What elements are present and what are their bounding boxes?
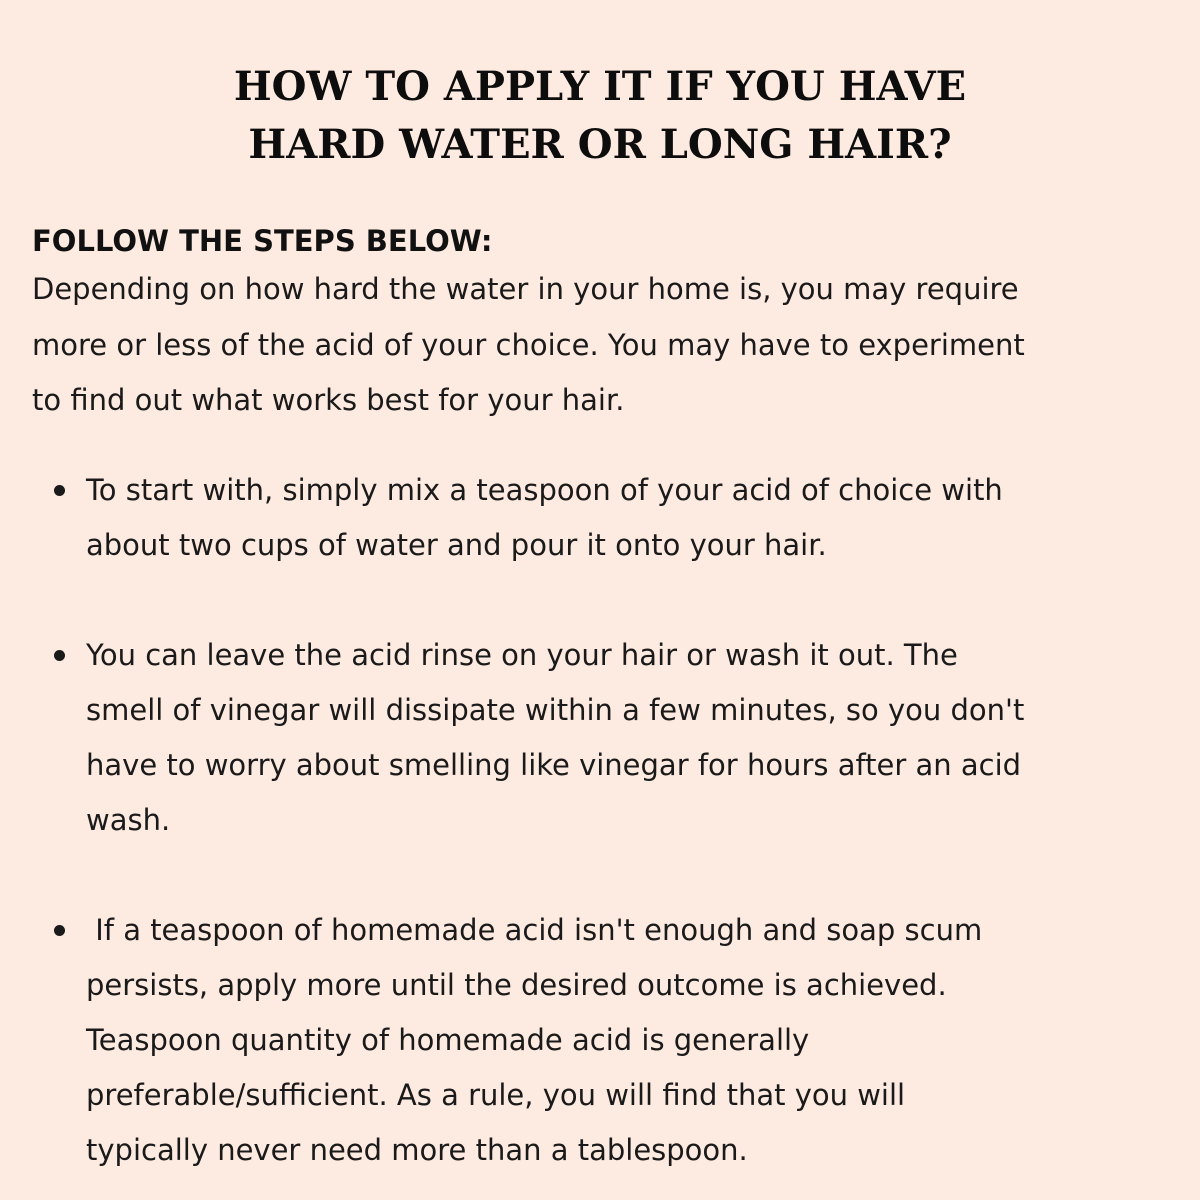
step-1-line-1: To start with, simply mix a teaspoon of your acid of choice with (86, 473, 1003, 507)
step-2-line-1: You can leave the acid rinse on your hair or wash it out. The (86, 638, 958, 672)
intro-line-2: more or less of the acid of your choice. You may have to experiment (32, 327, 1025, 362)
step-3-line-3: Teaspoon quantity of homemade acid is generally (86, 1023, 810, 1057)
intro-paragraph (32, 262, 1172, 429)
step-2-line-2: smell of vinegar will dissipate within a few minutes, so you don't (86, 693, 1025, 727)
step-3-line-4: preferable/sufficient. As a rule, you will find that you will (86, 1078, 906, 1112)
bullet-icon (54, 925, 65, 936)
step-3-line-2: persists, apply more until the desired outcome is achieved. (86, 968, 947, 1002)
step-item-3 (86, 903, 1176, 1178)
step-1-line-2: about two cups of water and pour it onto your hair. (86, 528, 827, 562)
page-title (0, 58, 1200, 174)
step-item-2 (86, 628, 1176, 848)
step-2-line-3: have to worry about smelling like vinegar for hours after an acid (86, 748, 1022, 782)
step-2-line-4: wash. (86, 803, 171, 837)
step-item-1 (86, 463, 1176, 573)
steps-subheading: FOLLOW THE STEPS BELOW: (32, 224, 493, 258)
title-line-1: HOW TO APPLY IT IF YOU HAVE (233, 63, 967, 110)
bullet-icon (54, 485, 65, 496)
title-line-2: HARD WATER OR LONG HAIR? (248, 121, 952, 168)
step-3-line-1: If a teaspoon of homemade acid isn't enough and soap scum (86, 913, 983, 947)
intro-line-1: Depending on how hard the water in your home is, you may require (32, 272, 1019, 306)
intro-line-3: to find out what works best for your hair. (32, 383, 625, 417)
bullet-icon (54, 650, 65, 661)
step-3-line-5: typically never need more than a tablespoon. (86, 1133, 748, 1167)
